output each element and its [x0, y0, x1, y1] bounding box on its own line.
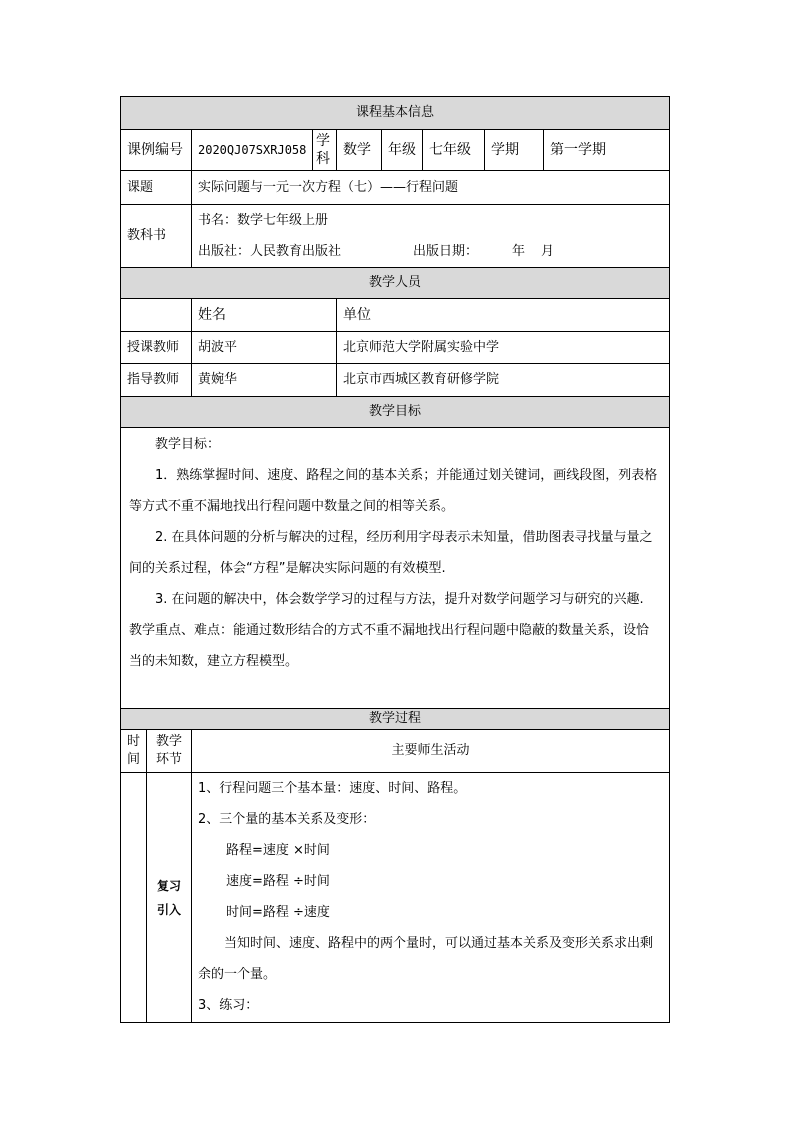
time-cell	[121, 773, 147, 1023]
col-activity-header: 主要师生活动	[192, 730, 670, 773]
topic-value: 实际问题与一元一次方程（七）——行程问题	[192, 171, 670, 205]
staff-name: 胡波平	[192, 332, 337, 364]
staff-unit: 北京市西城区教育研修学院	[337, 364, 670, 397]
label-term: 学期	[485, 130, 544, 171]
publisher-line	[198, 236, 663, 267]
goal-item: 3. 在问题的解决中，体会数学学习的过程与方法，提升对数学问题学习与研究的兴趣.	[155, 592, 644, 607]
label-subject: 学科	[313, 130, 337, 171]
staff-role: 授课教师	[121, 332, 192, 364]
term-value: 第一学期	[544, 130, 670, 171]
activity-line: 1、行程问题三个基本量：速度、时间、路程。	[198, 781, 467, 796]
subject-value: 数学	[337, 130, 382, 171]
formula-distance: 路程=速度 ×时间	[226, 843, 330, 858]
staff-role-header	[121, 299, 192, 332]
section-header-staff: 教学人员	[121, 268, 670, 299]
staff-row	[121, 364, 670, 397]
formula-speed: 速度=路程 ÷时间	[226, 874, 330, 889]
textbook-info	[192, 205, 670, 268]
label-grade: 年级	[382, 130, 423, 171]
lesson-plan-table	[120, 96, 670, 1023]
grade-value: 七年级	[423, 130, 485, 171]
col-stage-header: 教学环节	[147, 730, 192, 773]
goals-content	[121, 428, 670, 709]
label-course-number: 课例编号	[121, 130, 192, 171]
staff-role: 指导教师	[121, 364, 192, 397]
goals-intro: 教学目标：	[155, 437, 221, 452]
section-header-goals: 教学目标	[121, 397, 670, 428]
staff-unit: 北京师范大学附属实验中学	[337, 332, 670, 364]
stage-name: 复习引入	[147, 773, 192, 1023]
section-header-course-info: 课程基本信息	[121, 97, 670, 130]
month-label: 月	[541, 244, 555, 259]
activity-line: 3、练习：	[198, 998, 259, 1013]
course-number: 2020QJ07SXRJ058	[192, 130, 313, 171]
activity-note: 当知时间、速度、路程中的两个量时，可以通过基本关系及变形关系求出剩余的一个量。	[198, 936, 654, 982]
lesson-plan-document	[120, 96, 669, 1023]
label-textbook: 教科书	[121, 205, 192, 268]
formula-time: 时间=路程 ÷速度	[226, 905, 330, 920]
goal-item: 2. 在具体问题的分析与解决的过程，经历利用字母表示未知量，借助图表寻找量与量之间的关系过程，体会“方程”是解决实际问题的有效模型.	[129, 530, 653, 576]
staff-row	[121, 332, 670, 364]
section-header-process: 教学过程	[121, 709, 670, 730]
key-points: 教学重点、难点：能通过数形结合的方式不重不漏地找出行程问题中隐蔽的数量关系，设恰当的未知数，建立方程模型。	[129, 623, 650, 669]
staff-name: 黄婉华	[192, 364, 337, 397]
publisher: 出版社：人民教育出版社	[198, 244, 342, 259]
col-time-header: 时间	[121, 730, 147, 773]
label-topic: 课题	[121, 171, 192, 205]
activity-content	[192, 773, 670, 1023]
publish-date-label: 出版日期：	[413, 244, 479, 259]
goal-item: 1．熟练掌握时间、速度、路程之间的基本关系；并能通过划关键词，画线段图，列表格等方式不重不漏地找出行程问题中数量之间的相等关系。	[129, 468, 658, 514]
staff-unit-header: 单位	[337, 299, 670, 332]
activity-line: 2、三个量的基本关系及变形：	[198, 812, 376, 827]
year-label: 年	[512, 244, 526, 259]
staff-name-header: 姓名	[192, 299, 337, 332]
textbook-name: 书名：数学七年级上册	[198, 213, 329, 228]
